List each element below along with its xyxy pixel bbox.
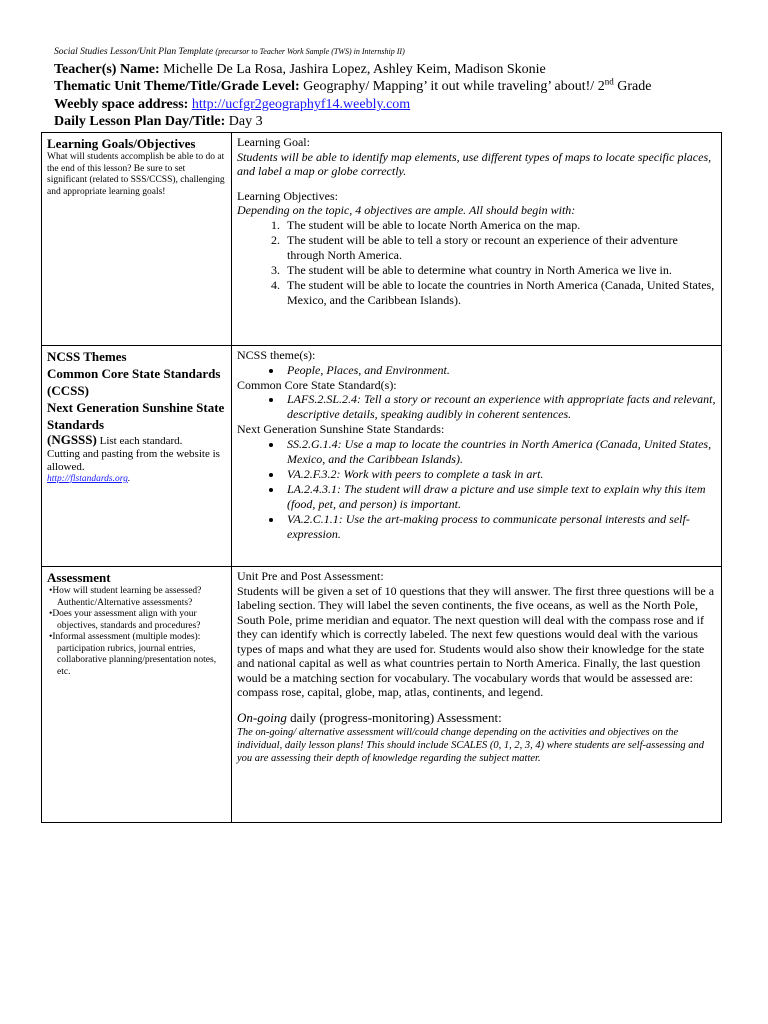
daily-line [54,113,263,130]
goals-prompt: What will students accomplish be able to do at the end of this lesson? Be sure to set significant (related to SSS/CCSS), challenging and appropriate learning goals! [47,152,225,197]
teachers-value: Michelle De La Rosa, Jashira Lopez, Ashley Keim, Madison Skonie [159,62,546,77]
objectives-note: Depending on the topic, 4 objectives are ample. All should begin with: [237,203,576,217]
daily-label: Daily Lesson Plan Day/Title: [54,114,226,129]
ngsss-item: • SS.2.G.1.4: Use a map to locate the countries in North America (Canada, United States, Mexico, and the Caribbean Islands). [283,437,717,467]
ccss-heading: Common Core State Standards (CCSS) [47,366,221,398]
ongoing-assessment-label: On-going daily (progress-monitoring) Assessment: [237,709,502,725]
assessment-content-cell [232,567,722,823]
ngsss-list [237,437,717,542]
template-note: Social Studies Lesson/Unit Plan Template (precursor to Teacher Work Sample (TWS) in Internship II) [54,47,405,57]
ngsss-heading: Next Generation Sunshine State Standards [47,400,225,432]
ongoing-assessment-text: The on-going/ alternative assessment will/could change depending on the activities and objectives on the individual, daily lesson plans! This should include SCALES (0, 1, 2, 3, 4) where students are self-assessing and you are assessing their depth of knowledge regarding the subject matter. [237,726,705,764]
assessment-bullet: •How will student learning be assessed? Authentic/Alternative assessments? [49,586,202,608]
goal-label: Learning Goal: [237,135,310,149]
ncss-label: NCSS theme(s): [237,348,316,362]
ccss-label: Common Core State Standard(s): [237,377,397,392]
standards-instructions: Cutting and pasting from the website is allowed. [47,448,220,473]
theme-value: Geography/ Mapping’ it out while traveling’ about!/ 2 [299,79,605,94]
goal-text: Students will be able to identify map elements, use different types of maps to locate specific places, and label a map or globe correctly. [237,149,712,178]
ccss-list [237,392,717,422]
objectives-list [237,218,717,308]
goals-heading: Learning Goals/Objectives [47,136,196,151]
standards-link-line: http://flstandards.org. [47,474,131,484]
standards-content-cell [232,346,722,567]
ncss-list [237,363,717,378]
standards-label-cell [42,346,232,567]
ncss-item: • People, Places, and Environment. [283,363,717,378]
goals-content-cell [232,133,722,346]
ngsss-item: • LA.2.4.3.1: The student will draw a picture and use simple text to explain why this item (food, pet, and person) is important. [283,482,717,512]
assessment-row [42,567,722,823]
objective-item: 2. The student will be able to tell a story or recount an experience of their adventure through North America. [283,233,717,263]
assessment-label-cell [42,567,232,823]
assessment-heading: Assessment [47,570,111,585]
flstandards-link[interactable]: http://flstandards.org [47,474,128,484]
standards-row [42,346,722,567]
ncss-heading: NCSS Themes [47,349,127,364]
teachers-line [54,61,546,78]
goals-label-cell [42,133,232,346]
weebly-link[interactable]: http://ucfgr2geographyf14.weebly.com [191,97,411,112]
objective-item: 4. The student will be able to locate the countries in North America (Canada, United States, Mexico, and the Caribbean Islands). [283,278,717,308]
ngsss-item: • VA.2.C.1.1: Use the art-making process to communicate personal interests and self-expression. [283,512,717,542]
unit-assessment-label: Unit Pre and Post Assessment: [237,569,384,583]
assessment-bullet: •Informal assessment (multiple modes): participation rubrics, journal entries, collaborative planning/presentation notes, etc. [49,632,217,677]
teachers-label: Teacher(s) Name: [54,62,160,77]
unit-assessment-text: Students will be given a set of 10 questions that they will answer. The first three questions will be a labeling section. They will label the seven continents, the five oceans, as well as the North Pole, South Pole, prime meridian and equator. The next question will deal with the compass rose and if they can identify which is correctly labeled. The next few questions would deal with the various types of maps and what they are used for. Students would also show their knowledge for the state and national capital as well as what countries pertain to North America. Finally, the last question would be a matching section for vocabulary. The vocabulary words that would be assessed are: compass rose, capital, globe, map, atlas, continents, and legend. [237,583,715,699]
ngsss-subheading: (NGSSS) List each standard. [47,432,183,447]
daily-value: Day 3 [225,114,263,129]
lesson-plan-table [41,132,722,823]
ccss-item: • LAFS.2.SL.2.4: Tell a story or recount an experience with appropriate facts and relevant, descriptive details, speaking audibly in coherent sentences. [283,392,717,422]
goals-row [42,133,722,346]
assessment-bullet: •Does your assessment align with your objectives, standards and procedures? [49,609,201,631]
objective-item: 3. The student will be able to determine what country in North America we live in. [283,263,717,278]
objective-item: 1. The student will be able to locate North America on the map. [283,218,717,233]
theme-line: Thematic Unit Theme/Title/Grade Level: Geography/ Mapping’ it out while traveling’ about!/ 2nd Grade [54,76,652,94]
objectives-label: Learning Objectives: [237,188,338,203]
ngsss-label: Next Generation Sunshine State Standards: [237,422,445,436]
theme-label: Thematic Unit Theme/Title/Grade Level: [54,79,300,94]
weebly-label: Weebly space address: [54,97,189,112]
ngsss-item: • VA.2.F.3.2: Work with peers to complete a task in art. [283,467,717,482]
weebly-line [54,96,410,113]
